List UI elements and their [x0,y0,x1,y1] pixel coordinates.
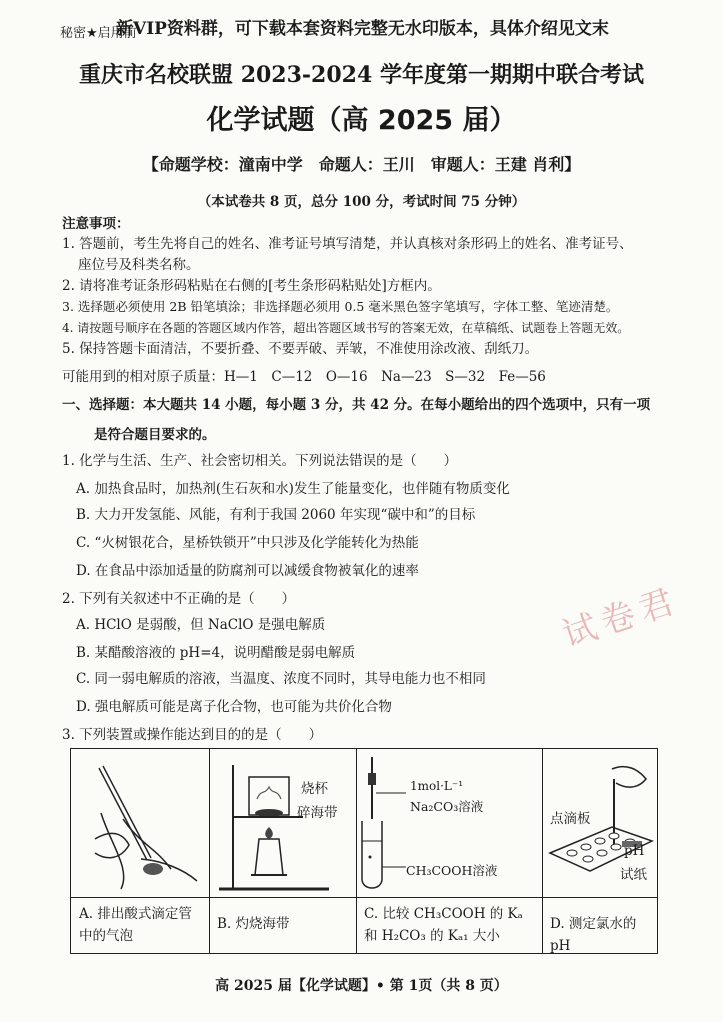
note-item: 座位号及科类名称。 [78,257,200,273]
note-item: 1. 答题前，考生先将自己的姓名、准考证号填写清楚，并认真核对条形码上的姓名、准考证号、 [62,236,633,252]
note-item: 5. 保持答题卡面清洁，不要折叠、不要弄破、弄皱，不准使用涂改液、刮纸刀。 [62,341,539,357]
concentration-label: 1mol·L⁻¹ [410,779,464,793]
question-1-option-d: D. 在食品中添加适量的防腐剂可以减缓食物被氧化的速率 [76,563,419,579]
ph-label: pH [624,843,645,859]
atomic-mass: 可能用到的相对原子质量：H—1 C—12 O—16 Na—23 S—32 Fe—56 [62,369,546,385]
spot-plate-label: 点滴板 [550,811,591,827]
burning-seaweed-illustration [209,749,356,897]
notes-heading: 注意事项： [62,216,130,232]
question-1-option-b: B. 大力开发氢能、风能，有利于我国 2060 年实现“碳中和”的目标 [76,507,476,523]
question-2-option-c: C. 同一弱电解质的溶液，当温度、浓度不同时，其导电能力也不相同 [76,671,486,687]
ph-paper-label: 试纸 [620,867,647,883]
question-3-stem: 3. 下列装置或操作能达到目的的是（ ） [62,727,323,743]
exam-info: （本试卷共 8 页，总分 100 分，考试时间 75 分钟） [197,194,526,210]
question-1-stem: 1. 化学与生活、生产、社会密切相关。下列说法错误的是（ ） [62,453,458,469]
seaweed-label: 碎海带 [297,805,338,821]
question-2-stem: 2. 下列有关叙述中不正确的是（ ） [62,591,296,607]
watermark: 试卷君 [557,580,685,656]
secret-label: 秘密★启用前 [60,26,137,41]
exam-title: 重庆市名校联盟 2023-2024 学年度第一期期中联合考试 [79,62,644,88]
section-heading: 一、选择题：本大题共 14 小题，每小题 3 分，共 42 分。在每小题给出的四个选项中，只有一项 [62,397,651,413]
question-1-option-a: A. 加热食品时，加热剂(生石灰和水)发生了能量变化，也伴随有物质变化 [76,481,510,497]
apparatus-cell-c [356,749,543,953]
question-2-option-d: D. 强电解质可能是离子化合物，也可能为共价化合物 [76,699,392,715]
na2co3-label: Na₂CO₃溶液 [410,799,484,814]
question-2-option-a: A. HClO 是弱酸，但 NaClO 是强电解质 [76,617,326,633]
subject-title: 化学试题（高 2025 届） [206,105,517,136]
option-d-caption: D. 测定氯水的 pH [542,897,657,953]
apparatus-cell-b [209,749,357,953]
promo-banner: 新VIP资料群，可下载本套资料完整无水印版本，具体介绍见文末 [116,19,609,39]
burette-hand-illustration [71,749,209,897]
apparatus-table [70,748,658,954]
note-item: 4. 请按题号顺序在各题的答题区域内作答，超出答题区域书写的答案无效，在草稿纸、试题卷上答题无效。 [62,321,630,335]
option-b-caption: B. 灼烧海带 [209,897,356,953]
option-c-caption: C. 比较 CH₃COOH 的 Kₐ 和 H₂CO₃ 的 Kₐ₁ 大小 [356,897,542,953]
question-2-option-b: B. 某醋酸溶液的 pH=4，说明醋酸是弱电解质 [76,645,356,661]
option-a-caption: A. 排出酸式滴定管中的气泡 [71,897,209,953]
section-heading-cont: 是符合题目要求的。 [94,427,216,443]
note-item: 3. 选择题必须使用 2B 铅笔填涂；非选择题必须用 0.5 毫米黑色签字笔填写，字体工整、笔迹清楚。 [62,299,619,314]
beaker-label: 烧杯 [301,781,328,797]
question-1-option-c: C. “火树银花合，星桥铁锁开”中只涉及化学能转化为热能 [76,535,419,551]
apparatus-cell-d [542,749,657,953]
apparatus-cell-a [71,749,210,953]
ch3cooh-label: CH₃COOH溶液 [406,863,498,878]
page-footer: 高 2025 届【化学试题】• 第 1页（共 8 页） [215,978,508,994]
author-info: 【命题学校：潼南中学 命题人：王川 审题人：王建 肖利】 [142,155,581,174]
note-item: 2. 请将准考证条形码粘贴在右侧的[考生条形码粘贴处]方框内。 [62,278,441,294]
